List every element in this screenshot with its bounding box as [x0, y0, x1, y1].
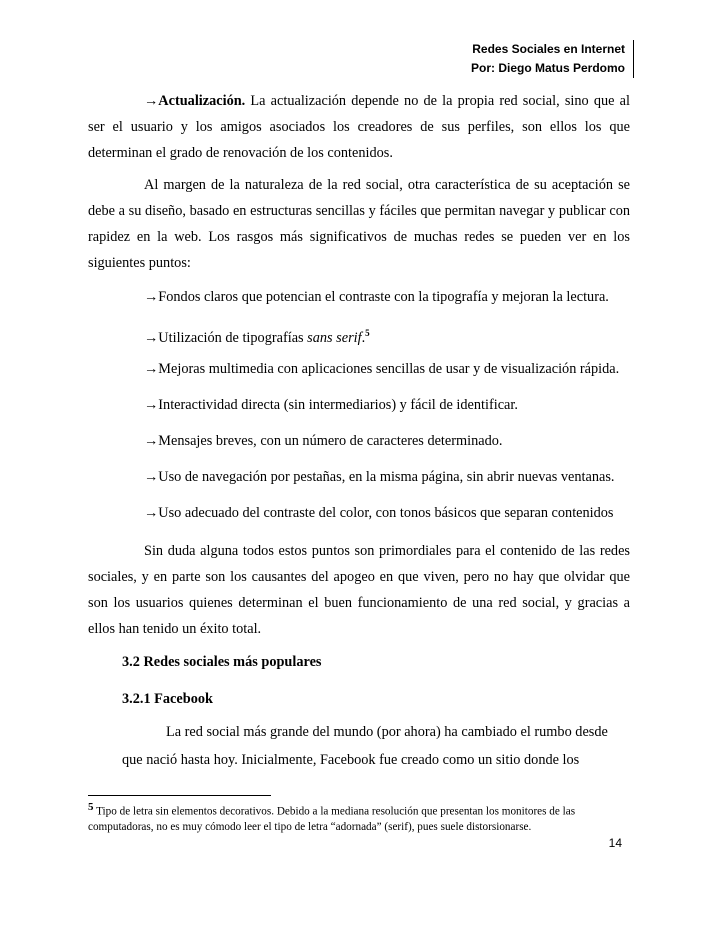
header-title: Redes Sociales en Internet: [472, 42, 625, 56]
footnote-separator: [88, 795, 271, 796]
subsection-heading: 3.2.1 Facebook: [122, 691, 213, 707]
list-item: →Mensajes breves, con un número de caracteres determinado.: [144, 433, 503, 449]
list-item: →Uso de navegación por pestañas, en la misma página, sin abrir nuevas ventanas.: [144, 469, 615, 485]
list-item: →Uso adecuado del contraste del color, con tonos básicos que separan contenidos: [144, 505, 614, 521]
footnote: [88, 800, 633, 835]
facebook-line-1: La red social más grande del mundo (por ahora) ha cambiado el rumbo desde: [166, 724, 608, 740]
running-header: [471, 40, 634, 78]
section-heading: 3.2 Redes sociales más populares: [122, 654, 322, 670]
list-item: →Mejoras multimedia con aplicaciones sencillas de usar y de visualización rápida.: [144, 361, 620, 377]
footnote-text: Tipo de letra sin elementos decorativos. Debido a la mediana resolución que presentan los monitores de las computadoras, no es muy cómodo leer el tipo de letra “adornada” (serif), pues suele distorsionarse.: [88, 805, 576, 833]
list-item: →Interactividad directa (sin intermediarios) y fácil de identificar.: [144, 397, 518, 413]
paragraph-actualizacion: [88, 88, 630, 166]
actualizacion-lead: →Actualización.: [144, 93, 246, 109]
list-item: →Fondos claros que potencian el contraste con la tipografía y mejoran la lectura.: [144, 289, 609, 305]
list-item-text: .: [361, 329, 366, 346]
footnote-number: 5: [88, 801, 94, 813]
footnote-marker: 5: [365, 328, 370, 338]
paragraph-sin-duda: Sin duda alguna todos estos puntos son primordiales para el contenido de las redes sociales, y en parte son los causantes del apogeo en que viven, pero no hay que olvidar que son los usuarios quienes determinan el buen funcionamiento de una red social, y gracias a ellos han tenido un éxito total.: [88, 543, 630, 637]
list-item-emphasis: sans serif: [307, 329, 362, 346]
list-item: [144, 323, 370, 348]
list-item-text: →Utilización de tipografías: [144, 329, 308, 346]
page-number: 14: [608, 836, 622, 850]
actualizacion-text: La actualización depende no de la propia red social, sino que al ser el usuario y los amigos asociados los creadores de sus perfiles, son ellos los que determinan el grado de renovación de los contenidos.: [88, 93, 630, 161]
paragraph-margen: Al margen de la naturaleza de la red social, otra característica de su aceptación se debe a su diseño, basado en estructuras sencillas y fáciles que permitan navegar y publicar con rapidez en la web. Los rasgos más significativos de muchas redes se pueden ver en los siguientes puntos:: [88, 177, 630, 271]
paragraph-facebook: [122, 718, 630, 774]
facebook-line-2: que nació hasta hoy. Inicialmente, Facebook fue creado como un sitio donde los: [122, 752, 580, 768]
header-author: Por: Diego Matus Perdomo: [470, 61, 625, 75]
